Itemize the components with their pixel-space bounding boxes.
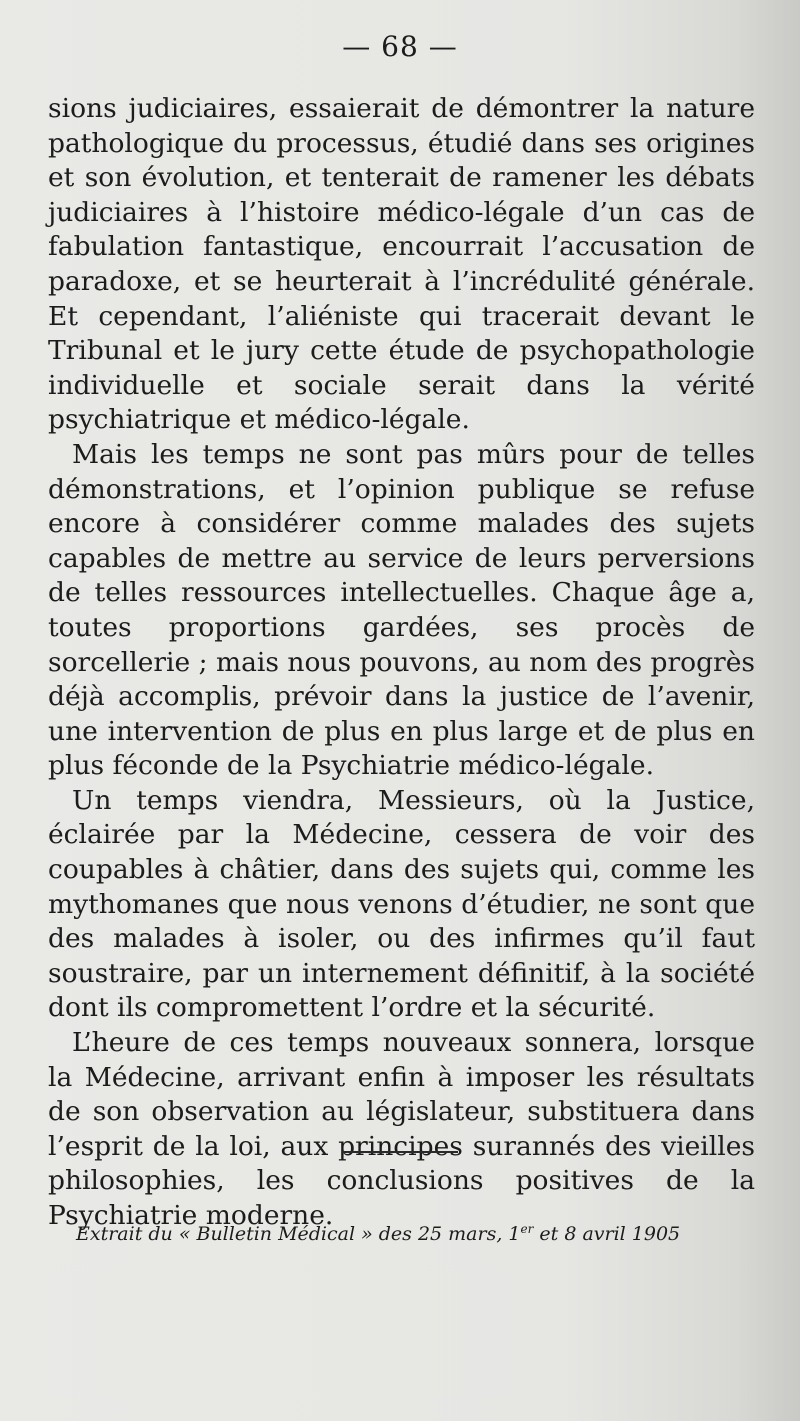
paragraph-2: Mais les temps ne sont pas mûrs pour de telles démonstrations, et l’opinion publique se refuse encore à considérer comme malades des sujets capables de mettre au service de leurs perversions de telles ressources intellectuelles. Chaque âge a, toutes proportions gardées, ses procès de sorcellerie ; mais nous pouvons, au nom des progrès déjà accomplis, prévoir dans la justice de l’avenir, une intervention de plus en plus large et de plus en plus féconde de la Psychiatrie médico-légale. [48, 438, 755, 782]
source-note-superscript: er [520, 1222, 534, 1236]
paragraph-continuation: sions judiciaires, essaierait de démontrer la nature pathologique du processus, étudié dans ses origines et son évolution, et tenterait de ramener les débats judiciaires à l’histoire médico-légale d’un cas de fabulation fantastique, encourrait l’accusation de paradoxe, et se heurterait à l’incrédulité générale. Et cependant, l’aliéniste qui tracerait devant le Tribunal et le jury cette étude de psychopathologie individuelle et sociale serait dans la vérité psychiatrique et médico-légale. [48, 93, 755, 436]
body-text [48, 92, 755, 1234]
paragraph-3: Un temps viendra, Messieurs, où la Justice, éclairée par la Médecine, cessera de voir des coupables à châtier, dans des sujets qui, comme les mythomanes que nous venons d’étudier, ne sont que des malades à isoler, ou des infirmes qu’il faut soustraire, par un internement définitif, à la société dont ils compromettent l’ordre et la sécurité. [48, 784, 755, 1024]
page-number: — 68 — [342, 30, 458, 63]
source-note [76, 1222, 766, 1245]
source-note-text: Extrait du « Bulletin Médical » des 25 mars, 1 [76, 1223, 521, 1245]
section-divider [342, 1151, 458, 1153]
paragraph-4: L’heure de ces temps nouveaux sonnera, lorsque la Médecine, arrivant enfin à imposer les résultats de son observation au législateur, substituera dans l’esprit de la loi, aux principes surannés des vieilles philosophies, les conclusions positives de la Psychiatrie moderne. [48, 1027, 755, 1231]
source-note-text-end: et 8 avril 1905 [533, 1223, 681, 1245]
